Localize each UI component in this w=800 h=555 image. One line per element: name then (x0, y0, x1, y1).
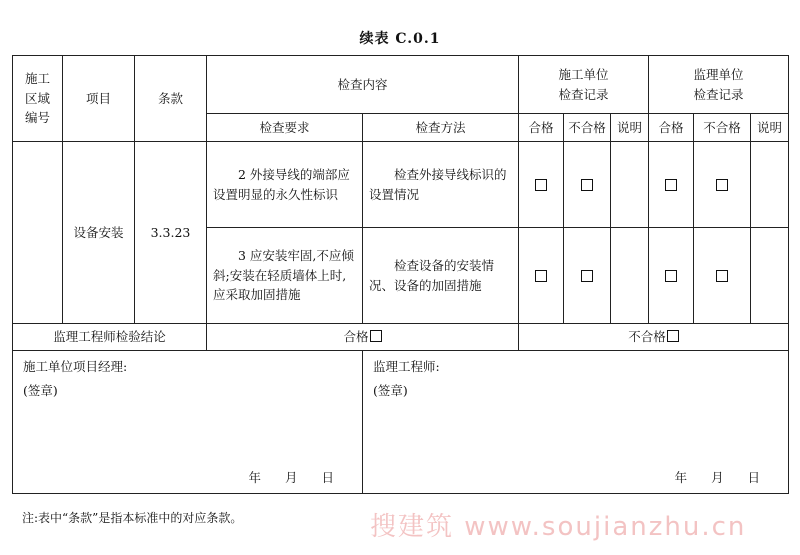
supervising-engineer-label: 监理工程师: (373, 359, 440, 374)
requirement-cell: 2 外接导线的端部应设置明显的永久性标识 (207, 142, 363, 228)
seal-label: (签章) (23, 383, 58, 398)
construction-record-header: 施工单位 检查记录 (519, 56, 649, 114)
checkbox[interactable] (581, 270, 593, 282)
checkbox[interactable] (535, 270, 547, 282)
construction-pass-cell (519, 142, 564, 228)
supervision-pass-cell (649, 228, 694, 324)
project-manager-label: 施工单位项目经理: (23, 359, 128, 374)
item-header: 项目 (63, 56, 135, 142)
construction-note-cell (611, 142, 649, 228)
date-label: 年 月 日 (674, 469, 771, 485)
checkbox[interactable] (370, 330, 382, 342)
conclusion-fail (519, 324, 789, 351)
construction-fail-cell (564, 142, 611, 228)
area-code-cell (13, 142, 63, 324)
check-content-header: 检查内容 (207, 56, 519, 114)
requirement-cell: 3 应安装牢固,不应倾斜;安装在轻质墙体上时,应采取加固措施 (207, 228, 363, 324)
supervision-pass-header: 合格 (649, 114, 694, 142)
supervision-record-header: 监理单位 检查记录 (649, 56, 789, 114)
requirement-header: 检查要求 (207, 114, 363, 142)
watermark: 搜建筑 www.soujianzhu.cn (370, 512, 747, 542)
supervision-fail-cell (694, 228, 751, 324)
area-code-header: 施工 区域 编号 (13, 56, 63, 142)
supervision-pass-cell (649, 142, 694, 228)
inspection-table (12, 55, 789, 494)
construction-pass-header: 合格 (519, 114, 564, 142)
clause-cell: 3.3.23 (135, 142, 207, 324)
checkbox[interactable] (665, 179, 677, 191)
method-cell: 检查外接导线标识的设置情况 (363, 142, 519, 228)
conclusion-pass-label: 合格 (343, 329, 369, 345)
table-row (13, 142, 789, 228)
supervisor-signature-cell (363, 351, 789, 494)
supervision-note-cell (751, 228, 789, 324)
table-title: 续表 C.0.1 (359, 31, 441, 47)
checkbox[interactable] (535, 179, 547, 191)
supervision-fail-header: 不合格 (694, 114, 751, 142)
supervision-note-cell (751, 142, 789, 228)
checkbox[interactable] (581, 179, 593, 191)
seal-label: (签章) (373, 383, 408, 398)
method-header: 检查方法 (363, 114, 519, 142)
checkbox[interactable] (716, 270, 728, 282)
date-label: 年 月 日 (248, 469, 344, 485)
checkbox[interactable] (716, 179, 728, 191)
item-cell: 设备安装 (63, 142, 135, 324)
clause-header: 条款 (135, 56, 207, 142)
method-cell: 检查设备的安装情况、设备的加固措施 (363, 228, 519, 324)
construction-fail-cell (564, 228, 611, 324)
conclusion-label: 监理工程师检验结论 (13, 324, 207, 351)
construction-fail-header: 不合格 (564, 114, 611, 142)
conclusion-fail-label: 不合格 (628, 329, 666, 345)
conclusion-pass (207, 324, 519, 351)
construction-note-cell (611, 228, 649, 324)
construction-pass-cell (519, 228, 564, 324)
checkbox[interactable] (667, 330, 679, 342)
checkbox[interactable] (665, 270, 677, 282)
footnote: 注:表中“条款”是指本标准中的对应条款。 (22, 511, 243, 525)
construction-note-header: 说明 (611, 114, 649, 142)
supervision-fail-cell (694, 142, 751, 228)
supervision-note-header: 说明 (751, 114, 789, 142)
contractor-signature-cell (13, 351, 363, 494)
